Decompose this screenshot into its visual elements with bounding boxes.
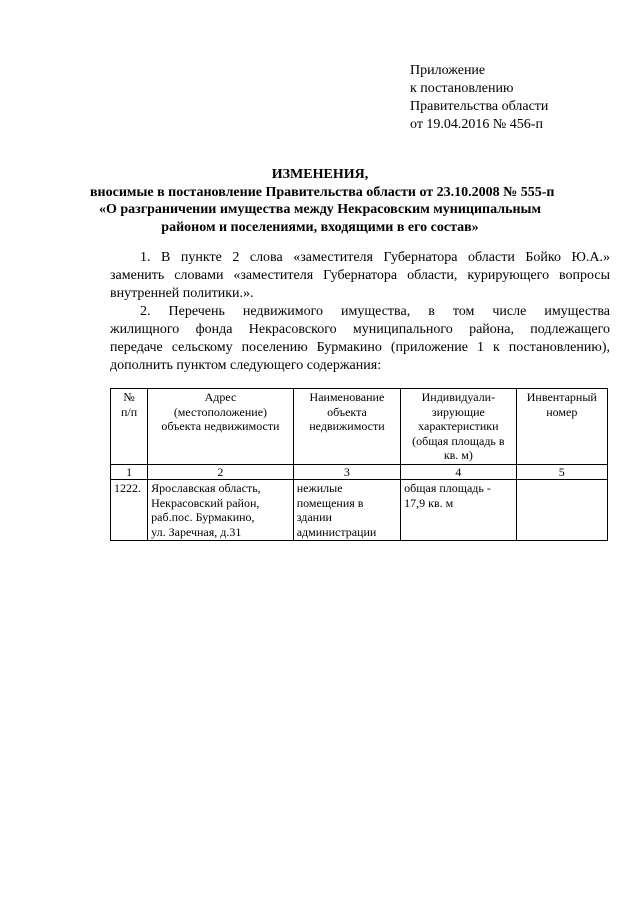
header-text: п/п [120,404,138,419]
header-text: кв. м) [443,448,473,462]
cell-line: ул. Заречная, д.31 [151,524,242,539]
appendix-header [410,62,548,134]
row-characteristics [401,480,516,541]
column-number: 5 [516,464,607,480]
header-cell-inventory [516,389,607,465]
cell-line: раб.пос. Бурмакино, [151,510,255,524]
document-title [90,166,555,236]
cell-line: 17,9 кв. м [404,495,454,510]
column-number: 1 [111,464,148,480]
row-address [148,480,294,541]
paragraph-line: внутренней политики.». [110,286,254,301]
column-number: 3 [293,464,400,480]
column-number: 2 [148,464,294,480]
cell-line: Некрасовский район, [151,495,260,510]
title-line: «О разграничении имущества между Некрасовским муниципальным [98,202,542,217]
appendix-line: Правительства области [410,99,549,114]
paragraph-line: заменить словами «заместителя Губернатора области, курирующего вопросы [110,268,610,283]
table-row [111,480,608,541]
header-cell-name [293,389,400,465]
header-text: (местоположение) [173,404,268,419]
cell-line: здании [296,510,332,524]
appendix-date-number: от 19.04.2016 № 456-п [410,117,543,132]
column-number: 4 [401,464,516,480]
document-body [110,249,610,375]
header-text: номер [546,404,578,419]
header-text: зирующие [431,404,485,419]
appendix-line: Приложение [410,63,486,78]
title-line: районом и поселениями, входящими в его состав» [161,219,479,235]
title-heading: ИЗМЕНЕНИЯ, [271,167,369,182]
paragraph-2 [110,303,610,375]
column-number-row [111,464,608,480]
cell-line: администрации [296,524,377,539]
header-text: Наименование [309,390,385,404]
cell-line: Ярославская область, [151,481,261,495]
paragraph-line: передаче сельскому поселению Бурмакино (приложение 1 к постановлению), [110,340,610,355]
header-text: № [123,390,135,404]
header-text: Индивидуали- [421,390,496,404]
row-number: 1222. [111,480,148,541]
table-header-row [111,389,608,465]
header-cell-characteristics [401,389,516,465]
appendix-line: к постановлению [410,81,514,96]
row-object-name [293,480,400,541]
cell-line: общая площадь - [404,481,491,495]
row-inventory-number [516,480,607,541]
header-text: недвижимости [309,419,385,433]
paragraph-line: жилищного фонда Некрасовского муниципального района, подлежащего [110,322,610,337]
header-text: Адрес [204,390,237,404]
paragraph-line: 2. Перечень недвижимого имущества, в том числе имущества [140,304,610,319]
cell-line: помещения в [296,495,364,510]
header-cell-address [148,389,294,465]
header-cell-number [111,389,148,465]
cell-line: нежилые [296,481,343,495]
header-text: (общая площадь в [412,433,505,448]
property-table [110,388,608,541]
header-text: Инвентарный [526,390,597,404]
paragraph-line: дополнить пунктом следующего содержания: [110,358,382,373]
header-text: объекта недвижимости [161,419,280,433]
header-text: объекта [327,404,367,419]
title-line: вносимые в постановление Правительства области от 23.10.2008 № 555-п [90,184,555,200]
header-text: характеристики [418,419,499,433]
paragraph-line: 1. В пункте 2 слова «заместителя Губернатора области Бойко Ю.А.» [140,250,610,265]
paragraph-1 [110,249,610,303]
